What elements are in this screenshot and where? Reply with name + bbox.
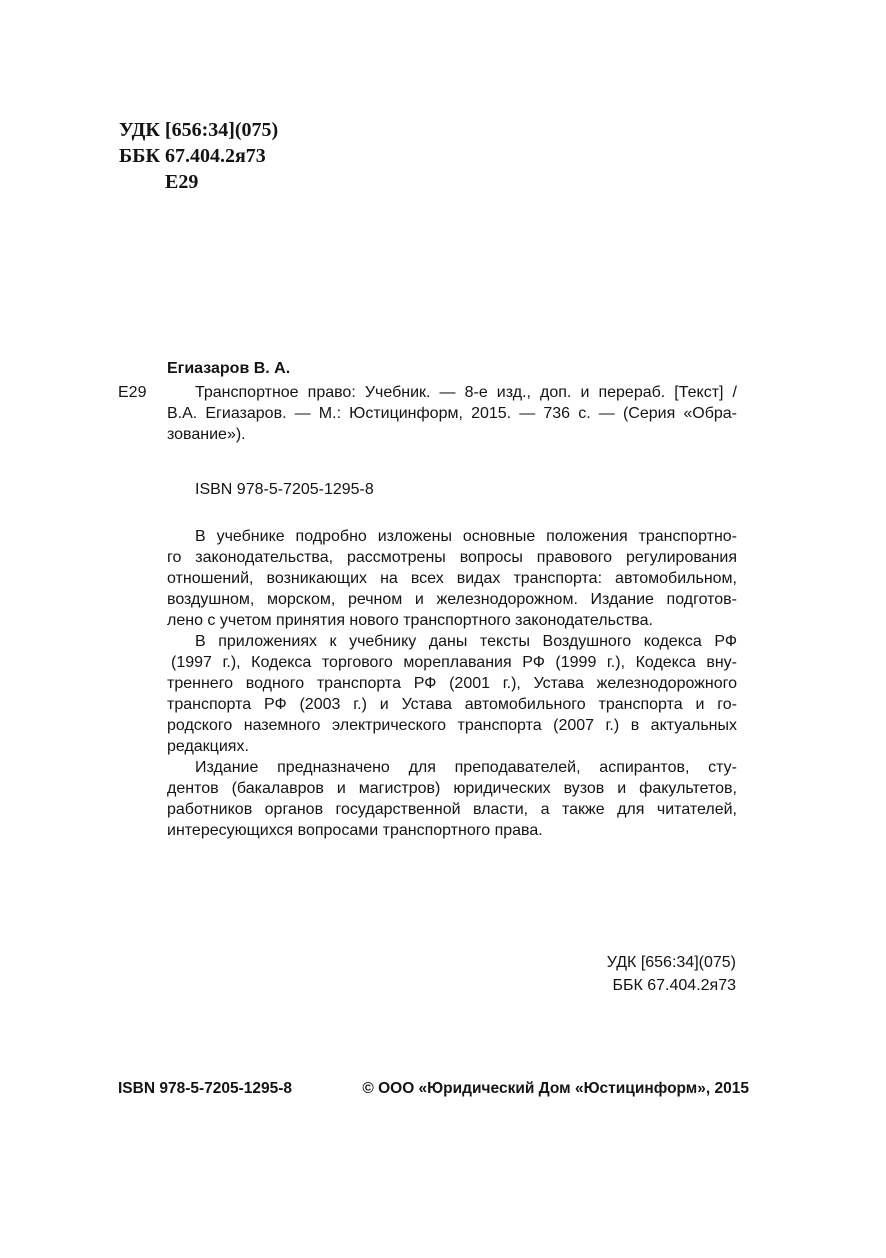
annotation-line: треннего водного транспорта РФ (2001 г.), Устава железнодорожного xyxy=(167,675,737,692)
record-isbn: ISBN 978-5-7205-1295-8 xyxy=(195,481,374,498)
description-line: зование»). xyxy=(167,426,246,443)
annotation-line: лено с учетом принятия нового транспортного законодательства. xyxy=(167,612,653,629)
annotation-line: го законодательства, рассмотрены вопросы правового регулирования xyxy=(167,549,737,566)
annotation-paragraph xyxy=(167,757,737,841)
bottom-codes xyxy=(607,952,736,996)
description-line: Транспортное право: Учебник. — 8-е изд., доп. и перераб. [Текст] / xyxy=(195,384,737,401)
bottom-bbk-code: ББК 67.404.2я73 xyxy=(612,977,736,994)
annotation-paragraph xyxy=(167,631,737,757)
footer-copyright: © ООО «Юридический Дом «Юстицинформ», 2015 xyxy=(362,1080,749,1097)
annotation-line: В приложениях к учебнику даны тексты Воздушного кодекса РФ xyxy=(195,633,737,650)
bottom-udk-code: УДК [656:34](075) xyxy=(606,954,736,971)
annotation xyxy=(167,526,737,841)
annotation-line: Издание предназначено для преподавателей, аспирантов, сту- xyxy=(195,759,737,776)
annotation-line: В учебнике подробно изложены основные положения транспортно- xyxy=(195,528,737,545)
udk-code: УДК [656:34](075) xyxy=(119,119,279,141)
record-mark: Е29 xyxy=(118,384,147,401)
footer-isbn: ISBN 978-5-7205-1295-8 xyxy=(118,1080,293,1097)
annotation-line: дентов (бакалавров и магистров) юридических вузов и факультетов, xyxy=(167,780,737,797)
annotation-line: интересующихся вопросами транспортного права. xyxy=(167,822,543,839)
annotation-line: воздушном, морском, речном и железнодорожном. Издание подготов- xyxy=(167,591,737,608)
description-line: В.А. Егиазаров. — М.: Юстицинформ, 2015. — 736 с. — (Серия «Обра- xyxy=(167,405,737,422)
header-codes xyxy=(119,117,278,195)
annotation-line: (1997 г.), Кодекса торгового мореплавания РФ (1999 г.), Кодекса вну- xyxy=(171,654,737,671)
annotation-line: родского наземного электрического транспорта (2007 г.) в актуальных xyxy=(167,717,737,734)
author-mark: Е29 xyxy=(165,171,199,193)
record-author: Егиазаров В. А. xyxy=(167,360,291,377)
annotation-line: отношений, возникающих на всех видах транспорта: автомобильном, xyxy=(167,570,737,587)
bbk-code: ББК 67.404.2я73 xyxy=(119,145,266,167)
record-description xyxy=(167,382,737,445)
annotation-paragraph xyxy=(167,526,737,631)
annotation-line: транспорта РФ (2003 г.) и Устава автомобильного транспорта и го- xyxy=(167,696,737,713)
annotation-line: редакциях. xyxy=(167,738,249,755)
annotation-line: работников органов государственной власти, а также для читателей, xyxy=(167,801,737,818)
